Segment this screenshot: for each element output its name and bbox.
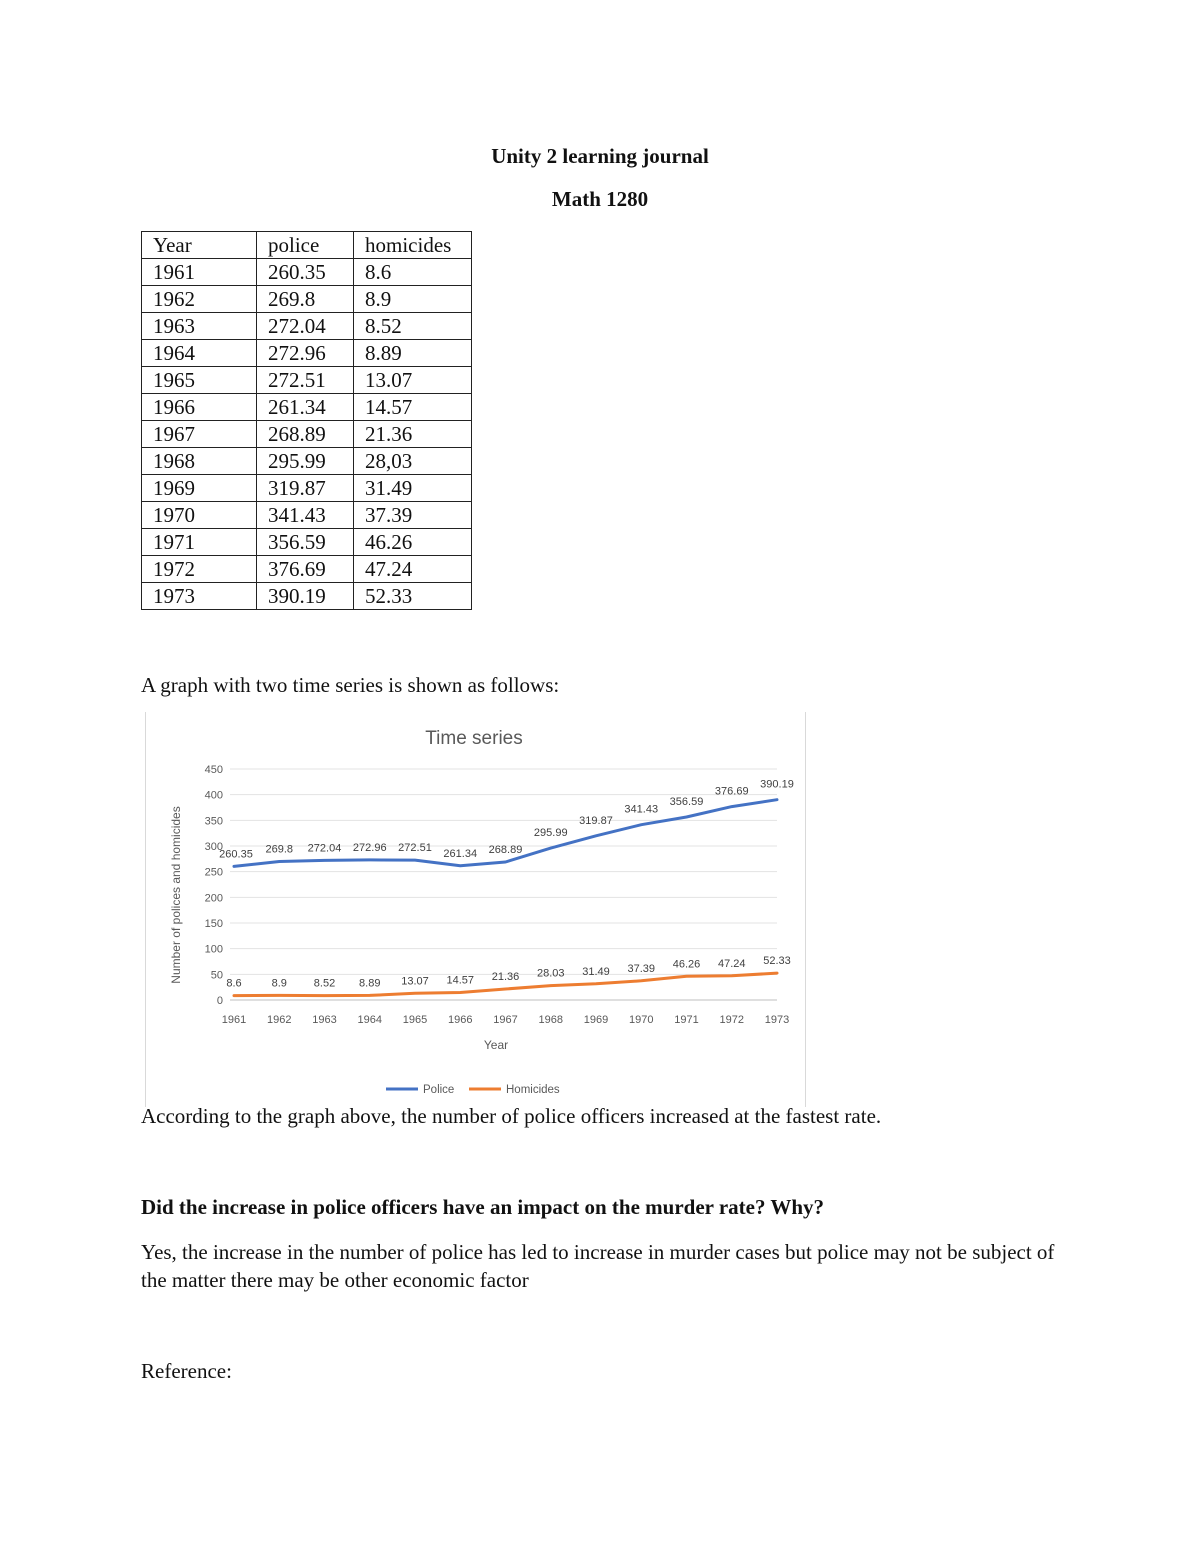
table-row xyxy=(142,529,472,556)
table-cell: 1968 xyxy=(142,448,257,475)
table-row xyxy=(142,583,472,610)
data-label: 390.19 xyxy=(760,778,794,791)
data-label: 8.89 xyxy=(359,977,381,990)
table-cell: 272.51 xyxy=(257,367,354,394)
table-cell: 8.89 xyxy=(354,340,472,367)
table-cell: 1961 xyxy=(142,259,257,286)
x-tick-label: 1973 xyxy=(764,1014,790,1026)
table-cell: 1962 xyxy=(142,286,257,313)
table-row xyxy=(142,259,472,286)
table-cell: 1965 xyxy=(142,367,257,394)
y-tick-label: 350 xyxy=(204,815,223,828)
data-label: 8.6 xyxy=(226,977,242,990)
series-line-police xyxy=(234,800,777,867)
table-cell: 1964 xyxy=(142,340,257,367)
table-header-cell: Year xyxy=(142,232,257,259)
table-cell: 376.69 xyxy=(257,556,354,583)
y-tick-label: 250 xyxy=(204,866,223,879)
data-label: 37.39 xyxy=(627,962,656,975)
table-row xyxy=(142,502,472,529)
table-row xyxy=(142,313,472,340)
data-label: 269.8 xyxy=(265,843,294,856)
table-cell: 52.33 xyxy=(354,583,472,610)
data-table xyxy=(141,231,472,610)
table-cell: 295.99 xyxy=(257,448,354,475)
data-label: 295.99 xyxy=(533,827,568,840)
table-cell: 14.57 xyxy=(354,394,472,421)
x-tick-label: 1962 xyxy=(267,1014,292,1026)
data-label: 272.51 xyxy=(398,842,432,855)
data-label: 272.04 xyxy=(307,842,342,855)
chart-canvas xyxy=(146,712,805,1107)
y-tick-label: 0 xyxy=(216,995,223,1007)
y-tick-label: 400 xyxy=(204,789,223,802)
x-tick-label: 1963 xyxy=(312,1014,337,1026)
data-label: 31.49 xyxy=(582,965,610,978)
data-label: 47.24 xyxy=(717,957,746,970)
table-header-row xyxy=(142,232,472,259)
table-row xyxy=(142,556,472,583)
table-row xyxy=(142,475,472,502)
data-label: 260.35 xyxy=(219,848,253,861)
question-text: Did the increase in police officers have an impact on the murder rate? Why? xyxy=(141,1195,825,1219)
table-cell: 1966 xyxy=(142,394,257,421)
table-cell: 1972 xyxy=(142,556,257,583)
intro-text: A graph with two time series is shown as follows: xyxy=(141,673,560,697)
data-label: 356.59 xyxy=(669,795,704,808)
y-tick-label: 450 xyxy=(204,764,223,776)
x-tick-label: 1965 xyxy=(402,1014,428,1026)
table-cell: 1967 xyxy=(142,421,257,448)
table-cell: 46.26 xyxy=(354,529,472,556)
table-cell: 319.87 xyxy=(257,475,354,502)
x-tick-label: 1971 xyxy=(674,1014,699,1026)
data-label: 268.89 xyxy=(488,843,523,856)
data-label: 13.07 xyxy=(401,975,429,988)
x-tick-label: 1967 xyxy=(493,1014,518,1026)
data-label: 28.03 xyxy=(536,967,565,980)
table-cell: 37.39 xyxy=(354,502,472,529)
conclusion-text: According to the graph above, the number of police officers increased at the fastest rate. xyxy=(141,1104,882,1128)
table-row xyxy=(142,286,472,313)
table-cell: 1963 xyxy=(142,313,257,340)
data-label: 14.57 xyxy=(446,974,475,987)
y-tick-label: 50 xyxy=(210,969,223,982)
document-subtitle: Math 1280 xyxy=(551,187,649,211)
document-title: Unity 2 learning journal xyxy=(491,144,709,168)
table-header-cell: police xyxy=(257,232,354,259)
x-tick-label: 1970 xyxy=(629,1014,654,1026)
time-series-chart xyxy=(145,712,806,1107)
x-tick-label: 1972 xyxy=(719,1014,744,1026)
data-label: 261.34 xyxy=(443,847,478,860)
y-tick-label: 100 xyxy=(204,943,223,956)
table-cell: 8.52 xyxy=(354,313,472,340)
x-tick-label: 1968 xyxy=(538,1014,563,1026)
table-cell: 21.36 xyxy=(354,421,472,448)
table-cell: 1970 xyxy=(142,502,257,529)
reference-label: Reference: xyxy=(141,1359,232,1383)
x-tick-label: 1961 xyxy=(221,1014,247,1026)
y-tick-label: 200 xyxy=(204,892,223,905)
table-cell: 356.59 xyxy=(257,529,354,556)
table-row xyxy=(142,367,472,394)
table-cell: 28,03 xyxy=(354,448,472,475)
chart-title: Time series xyxy=(425,728,523,749)
data-label: 52.33 xyxy=(763,955,791,968)
table-cell: 390.19 xyxy=(257,583,354,610)
data-label: 21.36 xyxy=(491,971,520,984)
table-header-cell: homicides xyxy=(354,232,472,259)
answer-text: Yes, the increase in the number of police has led to increase in murder cases but police may not be subject of the matter there may be other economic factor xyxy=(141,1240,1055,1292)
table-row xyxy=(142,448,472,475)
x-axis-label: Year xyxy=(483,1038,509,1052)
table-cell: 260.35 xyxy=(257,259,354,286)
x-tick-label: 1964 xyxy=(357,1014,382,1026)
table-cell: 272.96 xyxy=(257,340,354,367)
x-tick-label: 1966 xyxy=(448,1014,473,1026)
table-row xyxy=(142,421,472,448)
x-tick-label: 1969 xyxy=(583,1014,609,1026)
table-cell: 269.8 xyxy=(257,286,354,313)
table-cell: 47.24 xyxy=(354,556,472,583)
table-cell: 261.34 xyxy=(257,394,354,421)
table-cell: 1969 xyxy=(142,475,257,502)
table-cell: 31.49 xyxy=(354,475,472,502)
table-cell: 1973 xyxy=(142,583,257,610)
data-label: 319.87 xyxy=(579,814,613,827)
table-cell: 8.6 xyxy=(354,259,472,286)
table-cell: 13.07 xyxy=(354,367,472,394)
table-row xyxy=(142,394,472,421)
data-label: 376.69 xyxy=(714,785,749,798)
data-label: 341.43 xyxy=(624,803,659,816)
data-label: 8.9 xyxy=(271,977,287,990)
data-label: 8.52 xyxy=(313,977,336,990)
table-cell: 268.89 xyxy=(257,421,354,448)
y-axis-label: Number of polices and homicides xyxy=(169,806,183,984)
data-label: 46.26 xyxy=(672,958,701,971)
legend-label-police: Police xyxy=(423,1084,455,1096)
y-tick-label: 300 xyxy=(204,841,223,853)
table-cell: 272.04 xyxy=(257,313,354,340)
data-label: 272.96 xyxy=(352,841,387,854)
table-cell: 341.43 xyxy=(257,502,354,529)
table-cell: 8.9 xyxy=(354,286,472,313)
y-tick-label: 150 xyxy=(204,918,223,930)
table-row xyxy=(142,340,472,367)
legend-label-homicides: Homicides xyxy=(506,1084,560,1096)
table-cell: 1971 xyxy=(142,529,257,556)
